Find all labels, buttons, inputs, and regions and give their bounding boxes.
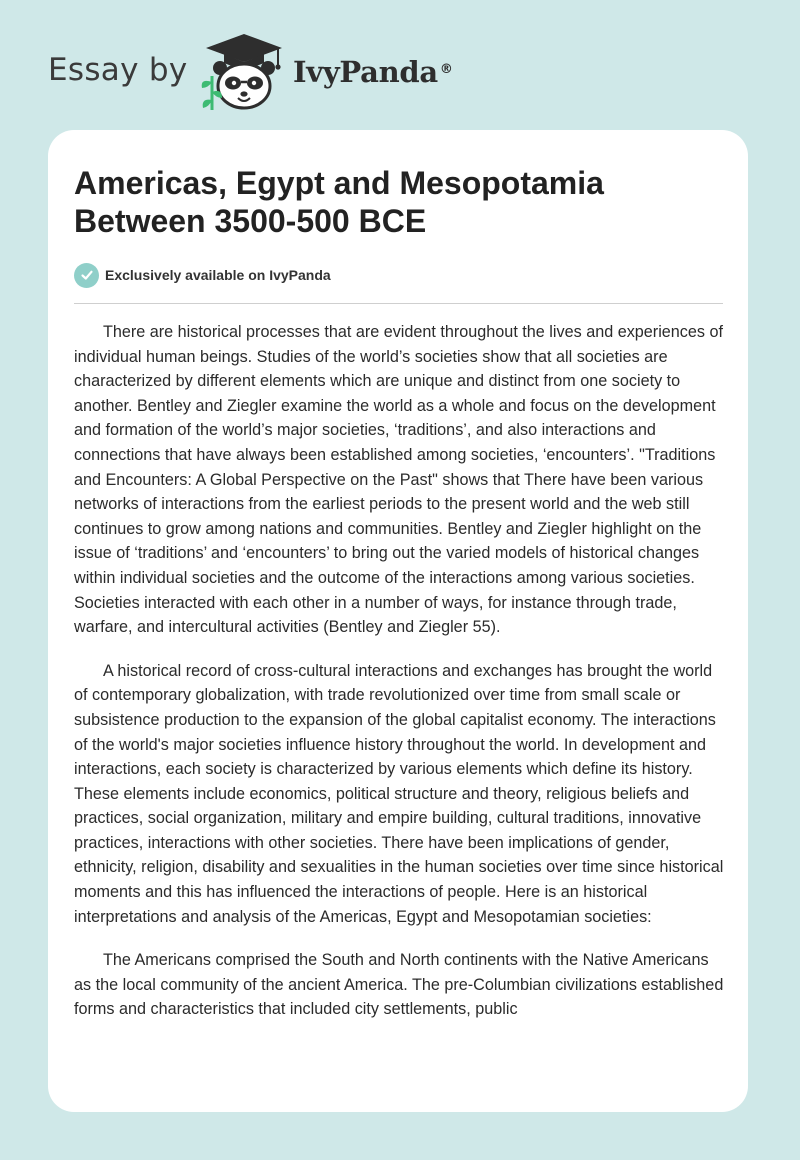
paragraph: The Americans comprised the South and North continents with the Native Americans as the local community of the ancient America. The pre-Columbian civilizations established forms and characteristics that included city settlements, public bbox=[74, 951, 724, 1019]
brand-text: IvyPanda bbox=[293, 55, 438, 89]
exclusive-label: Exclusively available on IvyPanda bbox=[105, 267, 331, 283]
divider bbox=[74, 303, 723, 304]
exclusive-badge bbox=[74, 262, 331, 288]
registered-mark: ® bbox=[439, 62, 453, 77]
essay-card bbox=[48, 130, 748, 1112]
paragraph: There are historical processes that are evident throughout the lives and experiences of individual human beings. Studies of the world’s societies show that all societies are characterized by different elements which are unique and distinct from one society to another. Bentley and Ziegler examine the world as a whole and focus on the development and formation of the world’s major societies, ‘traditions’, and also interactions and connections that have always been established among societies, ‘encounters’. "Traditions and Encounters: A Global Perspective on the Past" shows that There have been various networks of interactions from the earliest periods to the present world and the web still continues to grow among nations and communities. Bentley and Ziegler highlight on the issue of ‘traditions’ and ‘encounters’ to bring out the varied models of historical changes within individual societies and the outcome of the interactions among various societies. Societies interacted with each other in a number of ways, for instance through trade, warfare, and intercultural activities (Bentley and Ziegler 55). bbox=[74, 323, 723, 637]
essay-title: Americas, Egypt and Mesopotamia Between 3500-500 BCE bbox=[74, 165, 604, 239]
site-header bbox=[0, 0, 800, 128]
essay-by-label: Essay by bbox=[48, 52, 188, 88]
brand-name[interactable] bbox=[293, 52, 453, 92]
essay-body bbox=[74, 320, 726, 1041]
panda-logo-icon[interactable] bbox=[198, 32, 290, 112]
check-icon bbox=[74, 263, 99, 288]
paragraph: A historical record of cross-cultural interactions and exchanges has brought the world of contemporary globalization, with trade revolutionized over time from small scale or subsistence production to the expansion of the global capitalist economy. The interactions of the world's major societies influence history throughout the world. In development and interactions, each society is characterized by various elements which define its history. These elements include economics, political structure and theory, religious beliefs and practices, social organization, military and empire building, cultural traditions, innovative practices, interactions with other societies. There have been implications of gender, ethnicity, religion, disability and sexualities in the human societies over time since historical moments and this has influenced the interactions of people. Here is an historical interpretations and analysis of the Americas, Egypt and Mesopotamian societies: bbox=[74, 661, 724, 926]
